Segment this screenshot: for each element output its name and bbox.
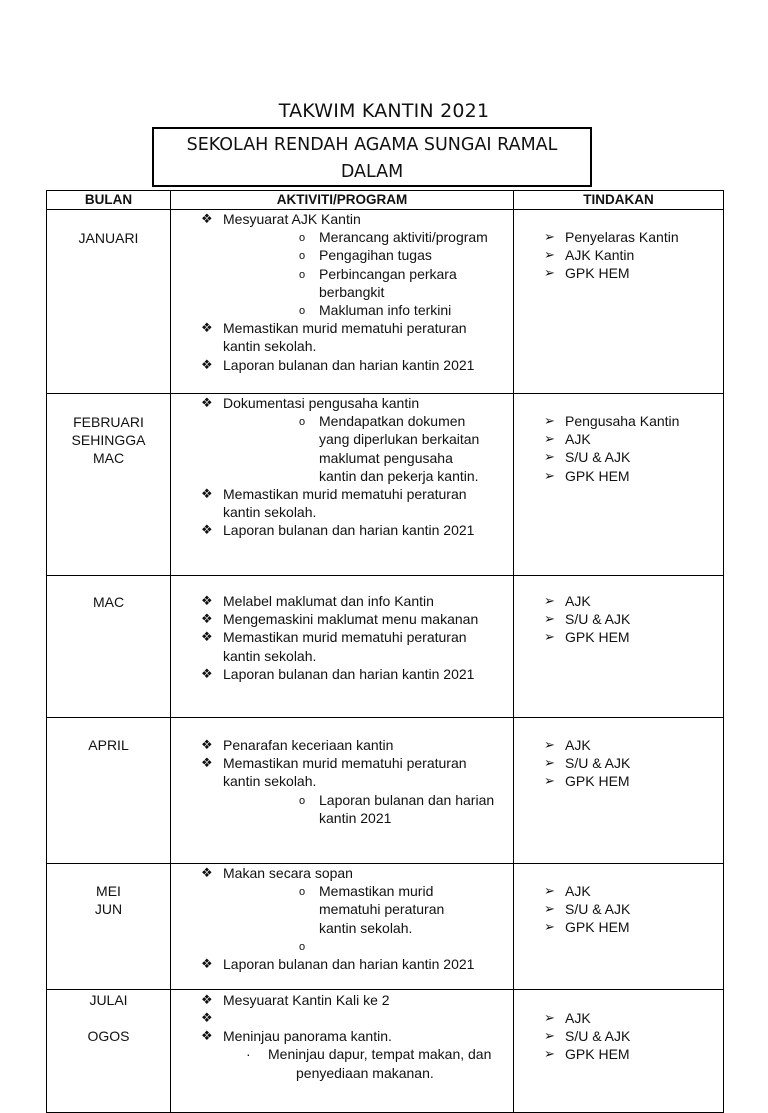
page-title: TAKWIM KANTIN 2021 — [278, 100, 490, 122]
tindakan-item: ➢ GPK HEM — [544, 265, 630, 282]
arrow-bullet-icon: ➢ — [544, 1028, 555, 1044]
activity-item: ❖ Penarafan keceriaan kantin — [201, 737, 394, 753]
tindakan-cell — [514, 210, 724, 394]
sub-activity-item: o Makluman info terkini — [268, 301, 506, 319]
tindakan-item: ➢ AJK Kantin — [544, 247, 635, 264]
diamond-bullet-icon: ❖ — [201, 737, 213, 752]
bulan-cell — [47, 210, 171, 394]
school-name-line-2: DALAM — [340, 162, 404, 182]
dot-note: · Meninjau dapur, tempat makan, dan penyediaan makanan. — [246, 1046, 492, 1081]
diamond-bullet-icon: ❖ — [201, 955, 213, 971]
tindakan-item: ➢ AJK — [544, 737, 591, 753]
aktiviti-cell — [171, 864, 514, 990]
diamond-bullet-icon: ❖ — [201, 211, 213, 226]
activity-item: ❖ Laporan bulanan dan harian kantin 2021 — [201, 955, 475, 972]
circle-bullet-icon: o — [299, 305, 306, 318]
diamond-bullet-icon: ❖ — [201, 593, 213, 608]
activity-item: ❖ Memastikan murid mematuhi peraturan kantin sekolah. — [201, 629, 467, 664]
tindakan-item: ➢ Penyelaras Kantin — [544, 229, 679, 245]
diamond-bullet-icon: ❖ — [201, 395, 213, 410]
header-bulan: BULAN — [47, 191, 171, 210]
arrow-bullet-icon: ➢ — [544, 919, 555, 935]
diamond-bullet-icon: ❖ — [201, 522, 213, 538]
header-aktiviti: AKTIVITI/PROGRAM — [171, 191, 514, 210]
tindakan-item: ➢ AJK — [544, 1010, 591, 1026]
sub-activity-item: o Perbincangan perkara berbangkit — [299, 265, 457, 300]
tindakan-item: ➢ AJK — [544, 431, 591, 448]
month-label: SEHINGGA — [71, 432, 146, 448]
tindakan-cell — [514, 864, 724, 990]
aktiviti-cell — [171, 210, 514, 394]
sub-activity-item: o Laporan bulanan dan harian kantin 2021 — [299, 791, 495, 826]
activity-item: ❖ Mesyuarat Kantin Kali ke 2 — [201, 992, 390, 1008]
arrow-bullet-icon: ➢ — [544, 467, 555, 483]
sub-activity-item: o Mendapatkan dokumen yang diperlukan berkaitan maklumat pengusaha kantin dan pekerja kantin. — [299, 413, 480, 484]
activity-item: ❖ Meninjau panorama kantin. — [201, 1028, 392, 1045]
month-label — [48, 1009, 169, 1027]
arrow-bullet-icon: ➢ — [544, 247, 555, 263]
diamond-bullet-icon: ❖ — [201, 665, 213, 681]
circle-bullet-icon: o — [299, 794, 306, 807]
activity-item: ❖ Laporan bulanan dan harian kantin 2021 — [201, 665, 475, 682]
tindakan-cell — [514, 576, 724, 718]
month-label: FEBRUARI — [73, 414, 144, 430]
arrow-bullet-icon: ➢ — [544, 413, 555, 428]
activity-item: ❖ Memastikan murid mematuhi peraturan kantin sekolah. o Laporan bulanan dan harian kantin 2021 — [172, 754, 512, 827]
diamond-bullet-icon: ❖ — [201, 320, 213, 336]
tindakan-item: ➢ Pengusaha Kantin — [544, 413, 680, 429]
arrow-bullet-icon: ➢ — [544, 431, 555, 447]
arrow-bullet-icon: ➢ — [544, 755, 555, 771]
activity-item: ❖ Laporan bulanan dan harian kantin 2021 — [201, 356, 475, 373]
activity-item: ❖ Mesyuarat AJK Kantin o Merancang aktiviti/program o Pengagihan tugas o Perbincangan perkara berbangkit o Makluman info terkini — [172, 210, 512, 319]
activity-item: ❖ Memastikan murid mematuhi peraturan kantin sekolah. — [201, 486, 467, 521]
activity-item: ❖ Makan secara sopan o Memastikan murid mematuhi peraturan kantin sekolah. o — [172, 864, 512, 955]
arrow-bullet-icon: ➢ — [544, 593, 555, 608]
school-name-line-1: SEKOLAH RENDAH AGAMA SUNGAI RAMAL — [186, 135, 558, 155]
table-row-mei-jun — [47, 864, 724, 990]
tindakan-item: ➢ AJK — [544, 593, 591, 609]
arrow-bullet-icon: ➢ — [544, 773, 555, 789]
table-row-februari — [47, 394, 724, 576]
arrow-bullet-icon: ➢ — [544, 883, 555, 898]
month-label: MEI — [96, 883, 121, 899]
month-label: APRIL — [88, 737, 129, 753]
activity-item: ❖ Mengemaskini maklumat menu makanan — [201, 611, 479, 628]
dot-bullet-icon: · — [246, 1046, 251, 1063]
arrow-bullet-icon: ➢ — [544, 449, 555, 465]
tindakan-item: ➢ GPK HEM — [544, 1046, 630, 1063]
arrow-bullet-icon: ➢ — [544, 1046, 555, 1062]
activity-item: ❖ Melabel maklumat dan info Kantin — [201, 593, 434, 609]
tindakan-item: ➢ S/U & AJK — [544, 755, 631, 772]
bulan-cell — [47, 576, 171, 718]
arrow-bullet-icon: ➢ — [544, 629, 555, 645]
month-label: MAC — [92, 594, 125, 610]
sub-activity-item: o Merancang aktiviti/program — [268, 228, 506, 246]
month-label: JUN — [94, 901, 123, 917]
table-row-januari — [47, 210, 724, 394]
month-label: MAC — [92, 450, 125, 466]
tindakan-item: ➢ GPK HEM — [544, 773, 630, 790]
diamond-bullet-icon: ❖ — [201, 356, 213, 372]
circle-bullet-icon: o — [299, 232, 306, 245]
table-row-julai-ogos — [47, 990, 724, 1113]
header-tindakan: TINDAKAN — [514, 191, 724, 210]
diamond-bullet-icon: ❖ — [201, 992, 213, 1007]
tindakan-item: ➢ GPK HEM — [544, 919, 630, 936]
diamond-bullet-icon: ❖ — [201, 486, 213, 502]
arrow-bullet-icon: ➢ — [544, 229, 555, 244]
school-name-box — [152, 127, 592, 187]
diamond-bullet-icon: ❖ — [201, 629, 213, 645]
bulan-cell — [47, 990, 171, 1113]
bulan-cell — [47, 864, 171, 990]
activity-item: ❖ Dokumentasi pengusaha kantin o Mendapatkan dokumen yang diperlukan berkaitan maklumat pengusaha kantin dan pekerja kantin. — [172, 394, 512, 485]
tindakan-item: ➢ S/U & AJK — [544, 449, 631, 466]
tindakan-item: ➢ GPK HEM — [544, 467, 630, 484]
tindakan-item: ➢ S/U & AJK — [544, 901, 631, 918]
tindakan-cell — [514, 990, 724, 1113]
bulan-cell — [47, 718, 171, 864]
tindakan-item: ➢ GPK HEM — [544, 629, 630, 646]
arrow-bullet-icon: ➢ — [544, 265, 555, 281]
month-label: JULAI — [89, 992, 128, 1008]
diamond-bullet-icon: ❖ — [201, 611, 213, 627]
month-label: JANUARI — [78, 230, 139, 246]
sub-activity-item: o Memastikan murid mematuhi peraturan kantin sekolah. — [299, 883, 445, 936]
arrow-bullet-icon: ➢ — [544, 611, 555, 627]
bulan-cell — [47, 394, 171, 576]
tindakan-item: ➢ S/U & AJK — [544, 611, 631, 628]
sub-activity-item: o Pengagihan tugas — [268, 246, 506, 264]
takwim-table — [46, 190, 724, 1113]
table-row-april — [47, 718, 724, 864]
arrow-bullet-icon: ➢ — [544, 1010, 555, 1025]
aktiviti-cell — [171, 576, 514, 718]
circle-bullet-icon: o — [299, 268, 306, 281]
activity-item — [172, 1009, 512, 1027]
diamond-bullet-icon: ❖ — [201, 755, 213, 771]
circle-bullet-icon: o — [299, 886, 306, 899]
tindakan-item: ➢ S/U & AJK — [544, 1028, 631, 1045]
circle-bullet-icon: o — [299, 250, 306, 263]
sub-activity-item — [268, 937, 506, 955]
diamond-bullet-icon: ❖ — [201, 865, 213, 880]
circle-bullet-icon: o — [299, 416, 306, 429]
diamond-bullet-icon: ❖ — [201, 1028, 213, 1044]
diamond-bullet-icon: ❖ — [201, 1010, 213, 1026]
month-label: OGOS — [87, 1028, 130, 1044]
arrow-bullet-icon: ➢ — [544, 901, 555, 917]
circle-bullet-icon: o — [299, 940, 306, 953]
tindakan-cell — [514, 718, 724, 864]
table-header-row — [47, 191, 724, 210]
arrow-bullet-icon: ➢ — [544, 737, 555, 752]
aktiviti-cell — [171, 718, 514, 864]
activity-item: ❖ Memastikan murid mematuhi peraturan kantin sekolah. — [201, 320, 467, 355]
tindakan-item: ➢ AJK — [544, 883, 591, 899]
activity-item: ❖ Laporan bulanan dan harian kantin 2021 — [201, 522, 475, 539]
aktiviti-cell — [171, 394, 514, 576]
table-row-mac — [47, 576, 724, 718]
aktiviti-cell — [171, 990, 514, 1113]
tindakan-cell — [514, 394, 724, 576]
